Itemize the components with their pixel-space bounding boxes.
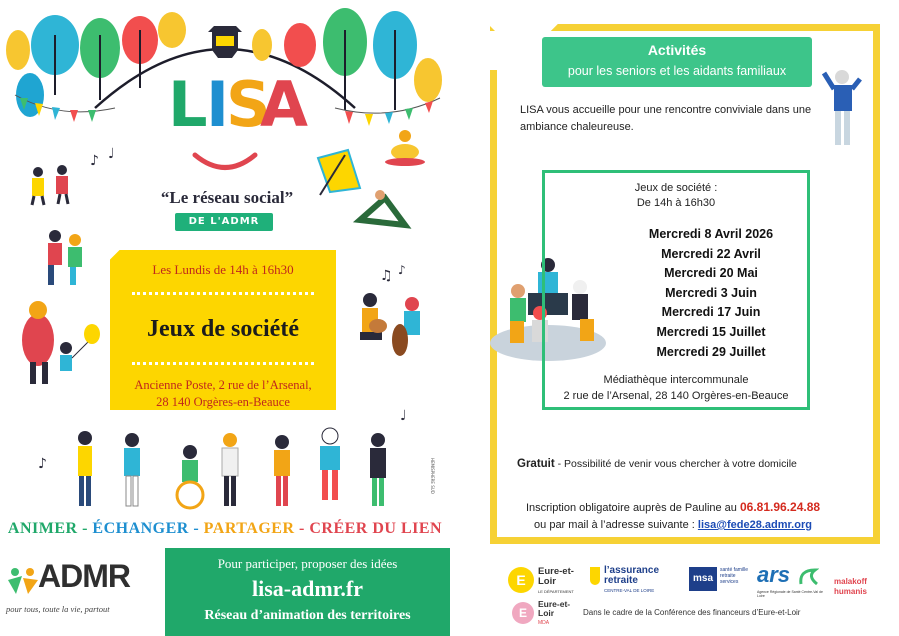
mda-sub: MDA bbox=[538, 620, 550, 626]
svg-text:♪: ♪ bbox=[90, 153, 99, 169]
free-label: Gratuit bbox=[517, 458, 555, 470]
svg-text:♩: ♩ bbox=[400, 408, 407, 424]
admr-slogan: pour tous, toute la vie, partout bbox=[6, 604, 110, 614]
svg-text:♩: ♩ bbox=[108, 146, 115, 162]
event-box bbox=[110, 250, 336, 410]
list-item: Mercredi 15 Juillet bbox=[656, 324, 766, 339]
network-text: Réseau d’animation des territoires bbox=[204, 608, 411, 623]
lisa-letter-l: L bbox=[168, 68, 208, 141]
lisa-letter-s: S bbox=[226, 68, 271, 141]
assurance-retraite-logo bbox=[590, 565, 685, 595]
dancing-man-illustration bbox=[820, 65, 870, 155]
signup-line bbox=[503, 500, 843, 514]
lisa-letter-a: A bbox=[260, 68, 308, 141]
schedule-title: Jeux de société : bbox=[634, 182, 718, 194]
list-item: Mercredi 29 Juillet bbox=[656, 344, 766, 359]
participation-footer bbox=[165, 548, 450, 636]
svg-text:♫: ♫ bbox=[380, 268, 393, 284]
ars-swirl-icon bbox=[797, 566, 819, 588]
frame-border-right bbox=[873, 24, 880, 544]
activities-banner bbox=[542, 37, 812, 87]
slogan bbox=[0, 520, 450, 538]
venue-address: 2 rue de l’Arsenal, 28 140 Orgères-en-Beauce bbox=[563, 390, 789, 402]
svg-text:♪: ♪ bbox=[398, 263, 406, 277]
slogan-part-echanger: ÉCHANGER bbox=[92, 520, 189, 537]
dotted-divider bbox=[132, 292, 314, 295]
lisa-letter-i: I bbox=[206, 68, 230, 141]
welcome-text: LISA vous accueille pour une rencontre conviviale dans une ambiance chaleureuse. bbox=[520, 104, 812, 133]
free-text: - Possibilité de venir vous chercher à votre domicile bbox=[554, 458, 797, 470]
email-text: ou par mail à l’adresse suivante : bbox=[534, 519, 698, 531]
tagline-quote: “Le réseau social” bbox=[160, 188, 294, 207]
slogan-sep: - bbox=[77, 520, 93, 537]
slogan-part-partager: PARTAGER bbox=[203, 520, 295, 537]
eure-et-loir-mda-logo bbox=[510, 598, 580, 628]
list-item: Mercredi 20 Mai bbox=[664, 266, 758, 281]
malakoff-name: malakoff bbox=[834, 577, 867, 586]
ars-logo bbox=[755, 562, 825, 598]
signup-text: Inscription obligatoire auprès de Pauline au bbox=[525, 502, 740, 514]
free-notice bbox=[517, 458, 847, 470]
schedule-time: De 14h à 16h30 bbox=[636, 197, 716, 209]
assurance-name: l’assurance retraite bbox=[604, 565, 660, 586]
list-item: Mercredi 22 Avril bbox=[661, 246, 761, 261]
svg-text:♪: ♪ bbox=[38, 456, 47, 472]
event-address-line1: Ancienne Poste, 2 rue de l’Arsenal, bbox=[134, 378, 312, 392]
slogan-sep: - bbox=[188, 520, 204, 537]
email-link[interactable]: lisa@fede28.admr.org bbox=[697, 519, 812, 531]
event-address bbox=[110, 377, 336, 411]
msa-mark: msa bbox=[689, 567, 717, 591]
tagline-badge: DE L'ADMR bbox=[175, 213, 273, 231]
list-item: Mercredi 3 Juin bbox=[665, 285, 757, 300]
activities-subtitle: pour les seniors et les aidants familiaux bbox=[567, 64, 787, 78]
msa-sub: santé famille retraite services bbox=[720, 567, 749, 585]
eure-et-loir-icon: E bbox=[508, 567, 534, 593]
ars-sub: Agence Régionale de Santé Centre-Val de Loire bbox=[757, 590, 823, 598]
schedule-box bbox=[542, 170, 810, 410]
slogan-part-animer: ANIMER bbox=[7, 520, 78, 537]
website-link[interactable]: lisa-admr.fr bbox=[251, 576, 363, 601]
list-item: Mercredi 8 Avril 2026 bbox=[648, 227, 774, 241]
schedule-heading bbox=[545, 181, 807, 211]
list-item: Mercredi 17 Juin bbox=[661, 305, 761, 320]
credit-text: HEMISPHERE SUD bbox=[430, 458, 435, 494]
admr-people-icon bbox=[6, 566, 40, 596]
event-title: Jeux de société bbox=[147, 316, 299, 342]
ars-mark: ars bbox=[757, 562, 791, 587]
phone-number[interactable]: 06.81.96.24.88 bbox=[739, 500, 821, 514]
participate-text: Pour participer, proposer des idées bbox=[217, 556, 398, 571]
lisa-logo bbox=[168, 68, 308, 152]
mda-name: Eure-et-Loir bbox=[538, 599, 571, 618]
eure-et-loir-sub: LE DÉPARTEMENT bbox=[538, 589, 574, 594]
dotted-divider bbox=[132, 362, 314, 365]
date-list bbox=[545, 225, 807, 362]
slogan-sep: - bbox=[294, 520, 310, 537]
mda-icon: E bbox=[512, 602, 534, 624]
admr-wordmark: ADMR bbox=[38, 558, 130, 594]
assurance-sub: CENTRE-VAL DE LOIRE bbox=[604, 588, 655, 593]
msa-logo bbox=[689, 565, 751, 595]
event-address-line2: 28 140 Orgères-en-Beauce bbox=[156, 395, 290, 409]
event-schedule: Les Lundis de 14h à 16h30 bbox=[152, 262, 294, 277]
eure-et-loir-name: Eure-et-Loir bbox=[538, 566, 574, 587]
malakoff-logo bbox=[829, 577, 889, 607]
admr-logo bbox=[0, 548, 165, 636]
email-line bbox=[503, 519, 843, 531]
frame-border-bottom bbox=[490, 537, 880, 544]
activities-title: Activités bbox=[647, 42, 707, 58]
venue-name: Médiathèque intercommunale bbox=[603, 374, 749, 386]
humanis-name: humanis bbox=[834, 587, 867, 596]
eure-et-loir-logo bbox=[506, 565, 586, 595]
financing-note: Dans le cadre de la Conférence des financeurs d’Eure-et-Loir bbox=[583, 608, 801, 617]
venue bbox=[545, 372, 807, 404]
slogan-part-creer: CRÉER DU LIEN bbox=[309, 520, 443, 537]
assurance-icon bbox=[590, 567, 600, 585]
